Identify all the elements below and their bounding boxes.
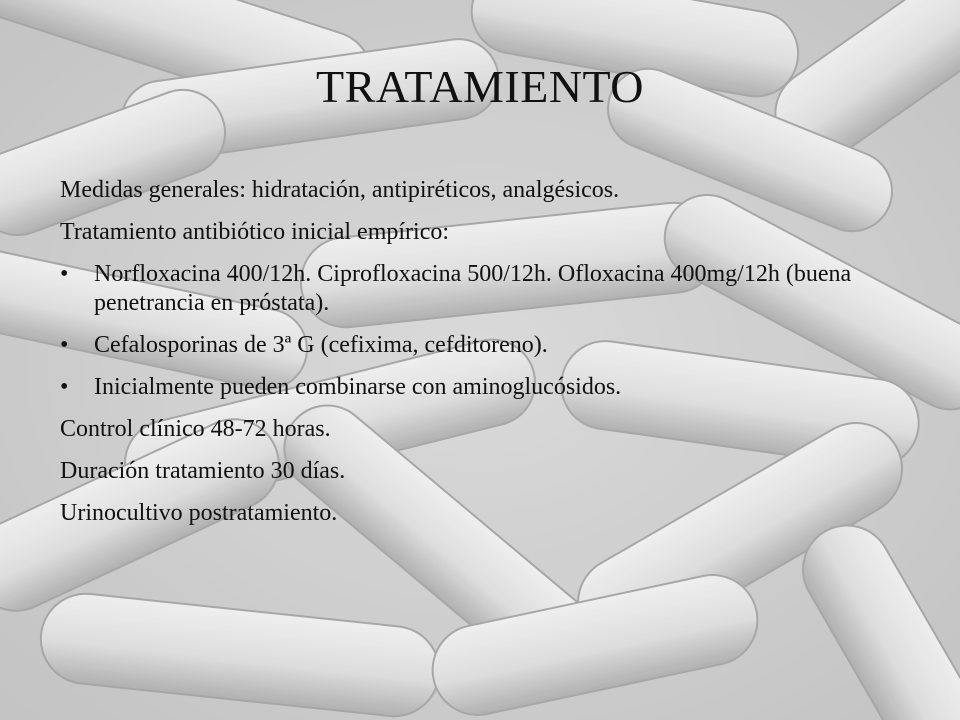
bullet-item — [60, 260, 920, 318]
slide-title: TRATAMIENTO — [315, 61, 645, 112]
slide-body — [60, 176, 920, 541]
text-line: Control clínico 48-72 horas. — [60, 416, 331, 442]
bullet-icon: • — [60, 261, 69, 287]
text-line: Duración tratamiento 30 días. — [60, 458, 346, 484]
bullet-icon: • — [60, 332, 69, 358]
bullet-text: Cefalosporinas de 3ª G (cefixima, cefditoreno). — [94, 332, 548, 358]
bullet-item — [60, 373, 920, 402]
bullet-item — [60, 331, 920, 360]
text-line: Urinocultivo postratamiento. — [60, 500, 338, 526]
text-line: Medidas generales: hidratación, antipiréticos, analgésicos. — [60, 177, 620, 203]
bullet-text: Norfloxacina 400/12h. Ciprofloxacina 500/12h. Ofloxacina 400mg/12h (buena penetrancia en próstata). — [94, 261, 852, 316]
bullet-text: Inicialmente pueden combinarse con aminoglucósidos. — [94, 374, 622, 400]
bullet-icon: • — [60, 374, 69, 400]
text-line: Tratamiento antibiótico inicial empírico: — [60, 219, 450, 245]
